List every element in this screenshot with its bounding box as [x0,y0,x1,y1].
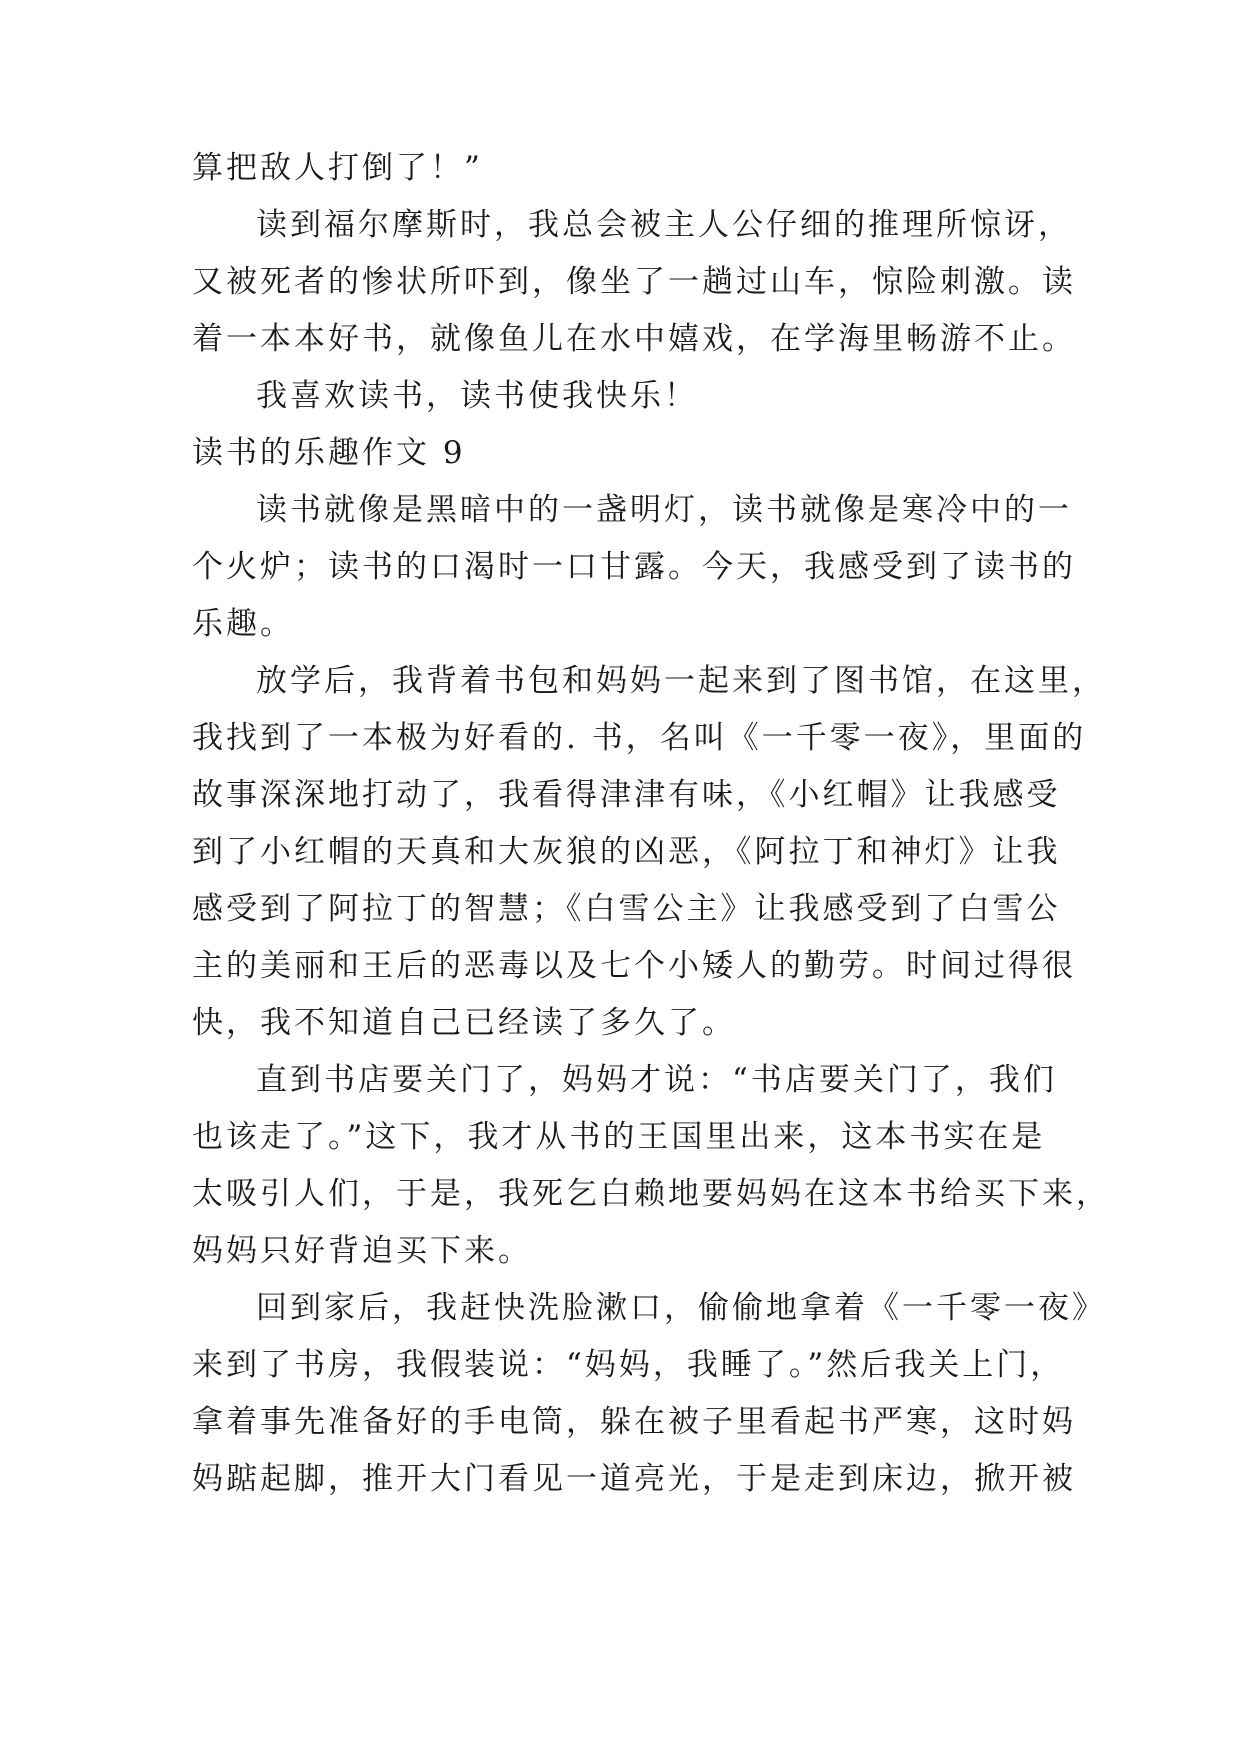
text-line: 个火炉；读书的口渴时一口甘露。今天，我感受到了读书的 [192,549,1076,585]
text-line: 拿着事先准备好的手电筒，躲在被子里看起书严寒，这时妈 [192,1404,1076,1440]
text-line: 读到福尔摩斯时，我总会被主人公仔细的推理所惊讶， [256,207,1072,243]
text-line: 着一本本好书，就像鱼儿在水中嬉戏，在学海里畅游不止。 [192,321,1076,357]
text-line: 到了小红帽的天真和大灰狼的凶恶，《阿拉丁和神灯》让我 [192,834,1061,870]
text-line: 又被死者的惨状所吓到，像坐了一趟过山车，惊险刺激。读 [192,264,1076,300]
text-line: 读书就像是黑暗中的一盏明灯，读书就像是寒冷中的一 [256,492,1072,528]
text-line: 我找到了一本极为好看的. 书，名叫《一千零一夜》，里面的 [192,720,1087,756]
text-line: 太吸引人们，于是，我死乞白赖地要妈妈在这本书给买下来， [192,1176,1110,1212]
text-line: 故事深深地打动了，我看得津津有味，《小红帽》让我感受 [192,777,1061,813]
text-line: 主的美丽和王后的恶毒以及七个小矮人的勤劳。时间过得很 [192,948,1076,984]
text-line: 回到家后，我赶快洗脸漱口，偷偷地拿着《一千零一夜》 [256,1290,1106,1326]
text-line: 乐趣。 [192,606,294,642]
text-line: 我喜欢读书，读书使我快乐！ [256,378,698,414]
text-line: 妈踮起脚，推开大门看见一道亮光，于是走到床边，掀开被 [192,1461,1076,1497]
text-line: 也该走了。”这下，我才从书的王国里出来，这本书实在是 [192,1119,1046,1155]
text-line: 感受到了阿拉丁的智慧；《白雪公主》让我感受到了白雪公 [192,891,1061,927]
text-line: 快，我不知道自己已经读了多久了。 [192,1005,736,1041]
text-line: 算把敌人打倒了！” [192,150,483,186]
text-line: 妈妈只好背迫买下来。 [192,1233,532,1269]
text-line: 放学后，我背着书包和妈妈一起来到了图书馆，在这里， [256,663,1106,699]
text-line: 直到书店要关门了，妈妈才说：“书店要关门了，我们 [256,1062,1057,1098]
section-heading: 读书的乐趣作文 9 [192,435,466,471]
text-line: 来到了书房，我假装说：“妈妈，我睡了。”然后我关上门， [192,1347,1065,1383]
